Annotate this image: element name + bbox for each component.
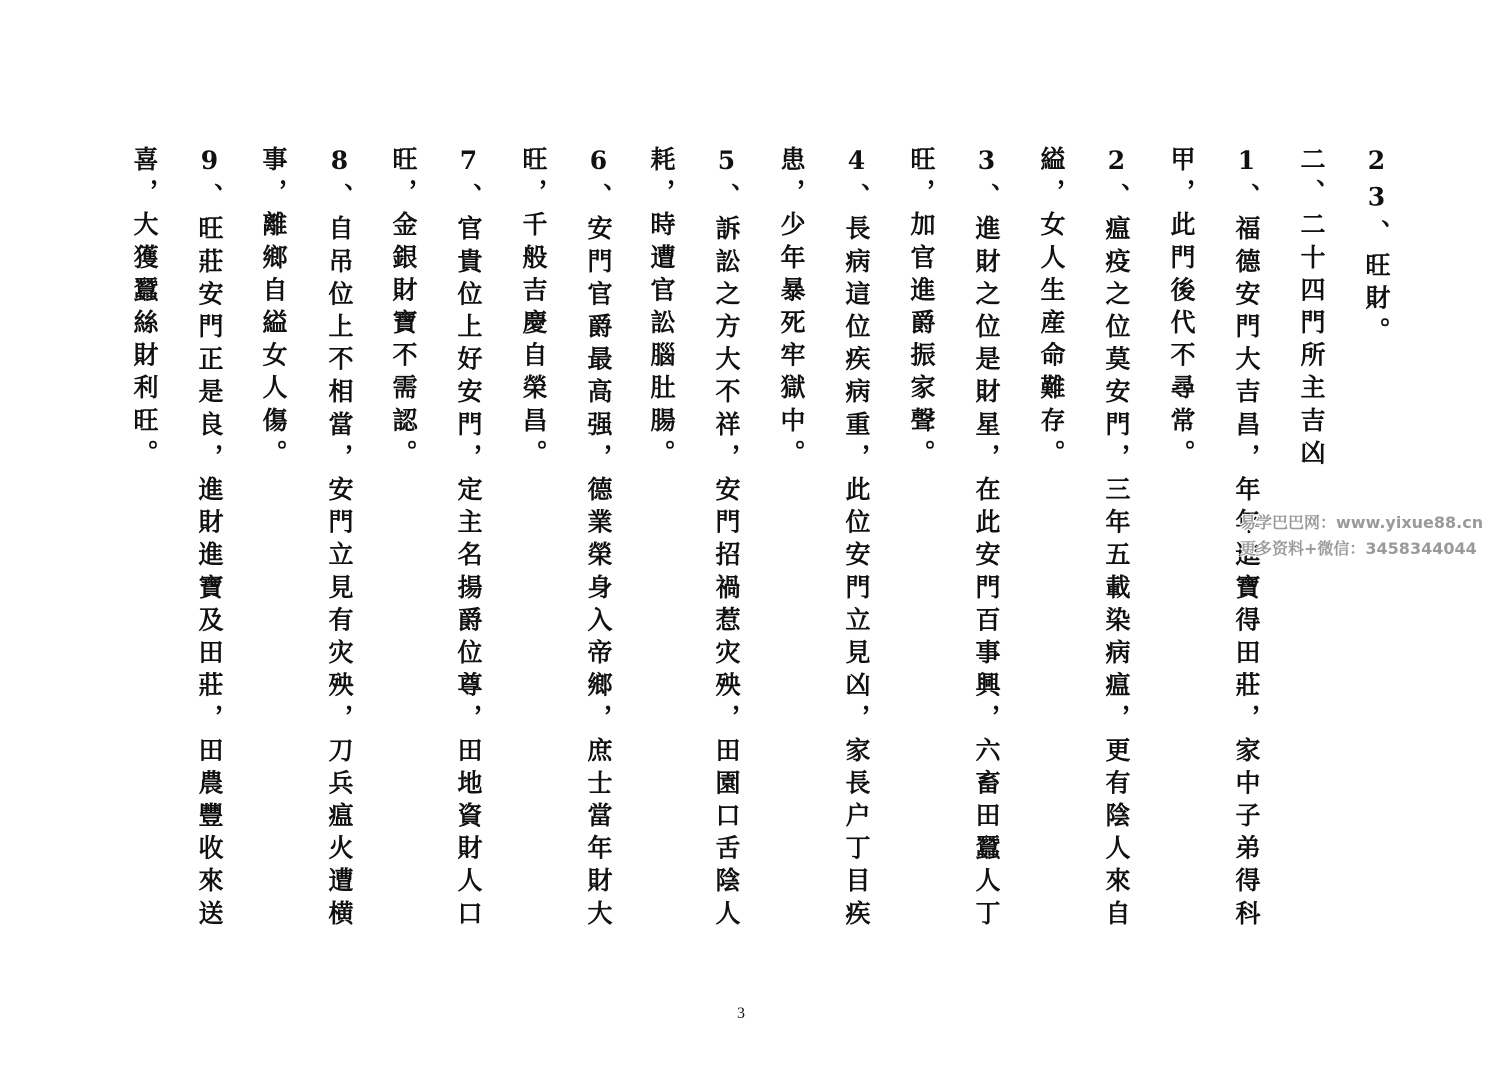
text-column: 8、自吊位上不相當，安門立見有灾殃，刀兵瘟火遭横 bbox=[325, 146, 354, 933]
text-column: 4、長病這位疾病重，此位安門立見凶，家長户丁目疾 bbox=[842, 146, 871, 933]
text-column: 旺，金銀財寶不需認。 bbox=[389, 146, 418, 472]
text-column: 9、旺莊安門正是良，進財進寶及田莊，田農豐收來送 bbox=[195, 146, 224, 933]
text-column: 旺，加官進爵振家聲。 bbox=[907, 146, 936, 472]
watermark-line-2: 更多资料+微信：3458344044 bbox=[1240, 539, 1477, 558]
watermark-line-1: 易学巴巴网：www.yixue88.cn bbox=[1240, 513, 1484, 532]
text-column: 1、福德安門大吉昌，年年進寶得田莊，家中子弟得科 bbox=[1232, 146, 1261, 933]
text-column: 旺，千般吉慶自榮昌。 bbox=[519, 146, 548, 472]
text-column: 患，少年暴死牢獄中。 bbox=[777, 146, 806, 472]
text-column: 耗，時遭官訟腦肚腸。 bbox=[647, 146, 676, 472]
text-column: 2、瘟疫之位莫安門，三年五載染病瘟，更有陰人來自 bbox=[1102, 146, 1131, 933]
text-column: 事，離鄉自縊女人傷。 bbox=[259, 146, 288, 472]
text-column: 5、訴訟之方大不祥，安門招禍惹灾殃，田園口舌陰人 bbox=[712, 146, 741, 933]
text-column: 6、安門官爵最高强，德業榮身入帝鄉，庶士當年財大 bbox=[584, 146, 613, 933]
page-number: 3 bbox=[737, 1005, 745, 1022]
text-column: 3、進財之位是財星，在此安門百事興，六畜田蠶人丁 bbox=[972, 146, 1001, 933]
section-heading: 二、二十四門所主吉凶 bbox=[1297, 146, 1326, 472]
text-column: 7、官貴位上好安門，定主名揚爵位尊，田地資財人口 bbox=[454, 146, 483, 933]
text-column: 喜，大獲蠶絲財利旺。 bbox=[130, 146, 159, 472]
text-column: 23、旺財。 bbox=[1362, 146, 1391, 350]
text-column: 甲，此門後代不尋常。 bbox=[1167, 146, 1196, 472]
text-column: 縊，女人生産命難存。 bbox=[1037, 146, 1066, 472]
